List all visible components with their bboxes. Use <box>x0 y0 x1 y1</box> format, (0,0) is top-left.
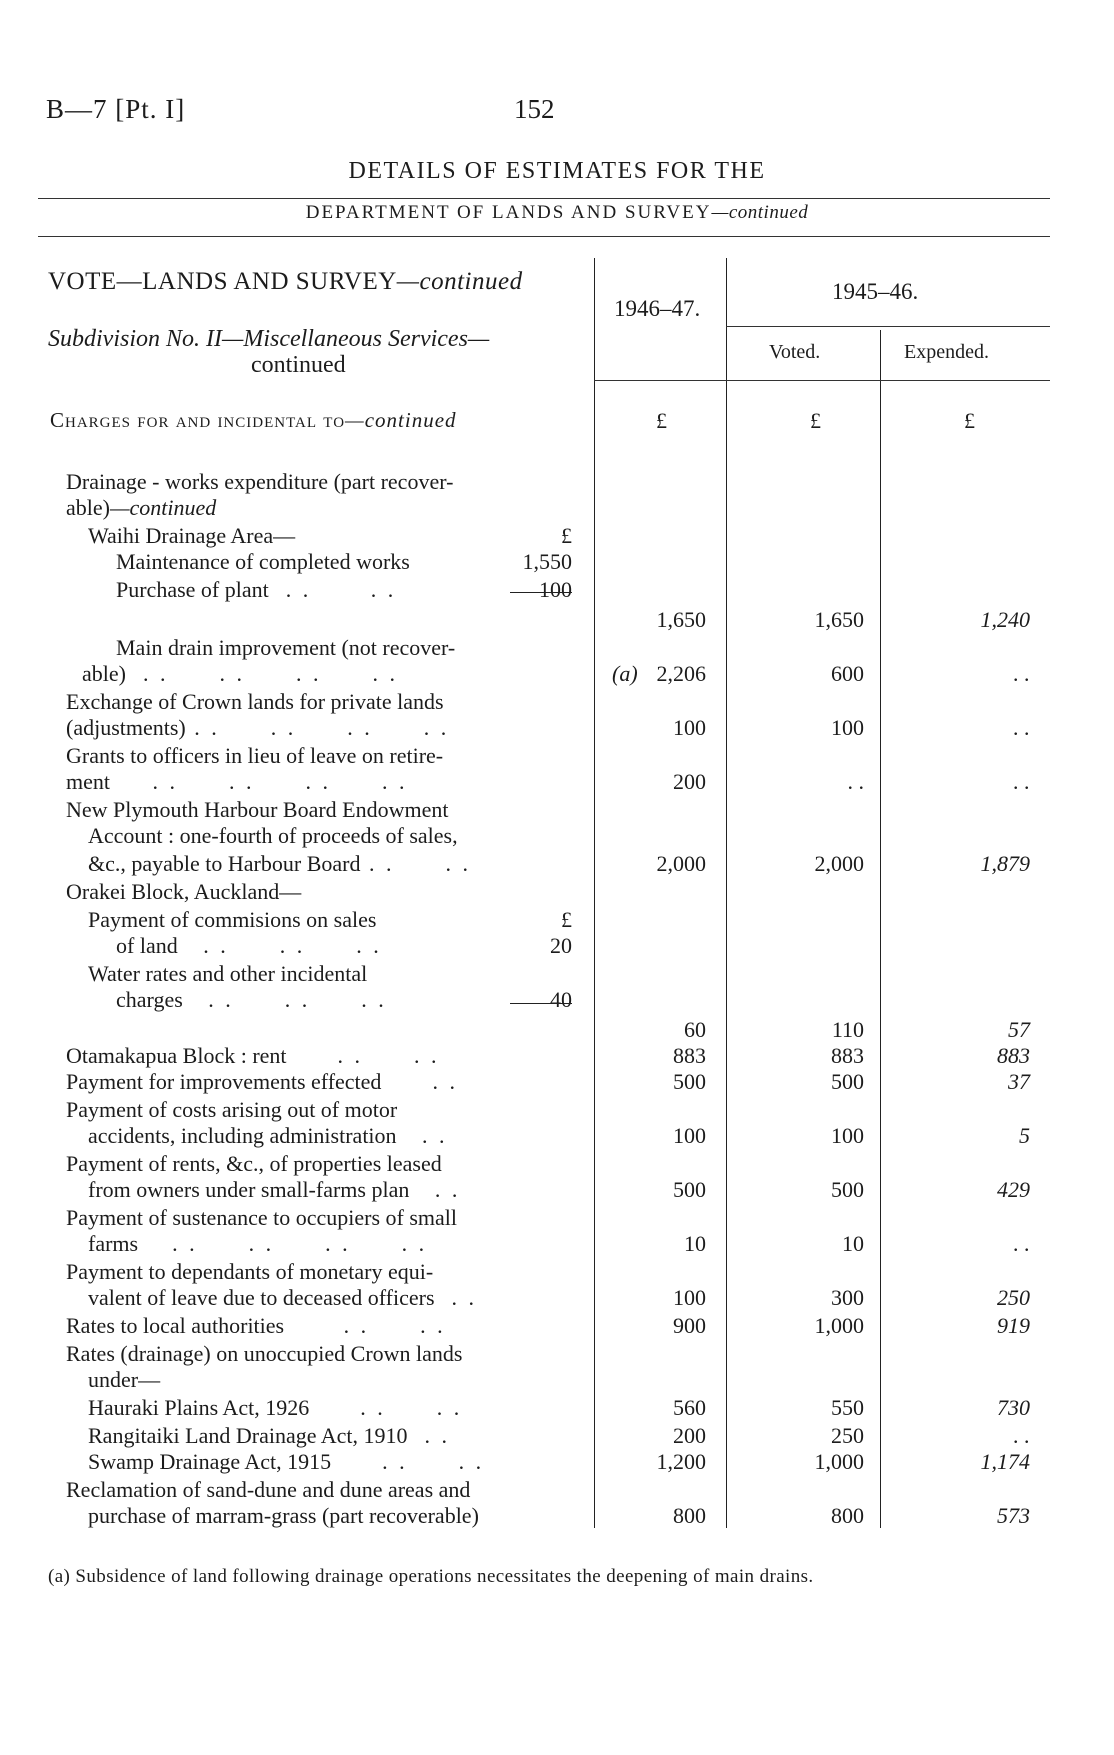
table-row <box>0 1284 1114 1312</box>
row-label-text: Rangitaiki Land Drainage Act, 1910 <box>88 1423 408 1448</box>
row-label-text: (adjustments) <box>66 715 186 740</box>
row-label <box>82 660 398 688</box>
amount-voted-1945-46: 883 <box>831 1043 864 1068</box>
leader-dots: . . . . . . . . <box>138 1231 428 1256</box>
table-row <box>0 1422 1114 1450</box>
row-label <box>88 1422 450 1450</box>
amount-expended-1945-46: 730 <box>997 1395 1030 1420</box>
column-voted: Voted. <box>769 341 821 363</box>
page-subtitle: DEPARTMENT OF LANDS AND SURVEY—continued <box>305 202 809 223</box>
amount-1946-47: 100 <box>673 1123 706 1148</box>
page-title: DETAILS OF ESTIMATES FOR THE <box>348 158 766 184</box>
table-row <box>0 986 1114 1014</box>
leader-dots: . . . . <box>284 1313 446 1338</box>
amount-voted-1945-46: 100 <box>831 715 864 740</box>
row-label-text: of land <box>116 933 178 958</box>
amount-expended-1945-46: 37 <box>1008 1069 1030 1094</box>
row-label-text: valent of leave due to deceased officers <box>88 1285 435 1310</box>
amount-1946-47: 1,650 <box>656 607 706 632</box>
row-label <box>66 768 408 796</box>
leader-dots: . . . . <box>360 851 471 876</box>
row-label <box>66 1150 442 1178</box>
rule-prev-year <box>726 326 1050 327</box>
amount-expended-1945-46: 919 <box>997 1313 1030 1338</box>
amount-1946-47: 883 <box>673 1043 706 1068</box>
subtotal-rule <box>510 592 572 593</box>
row-label-text: &c., payable to Harbour Board <box>88 851 361 876</box>
sub-amount: 20 <box>550 933 572 958</box>
amount-1946-47: 800 <box>673 1503 706 1528</box>
leader-dots: . . . . . . . . <box>110 769 408 794</box>
row-label <box>88 960 367 988</box>
row-label <box>88 1502 479 1530</box>
amount-expended-1945-46: 5 <box>1019 1123 1030 1148</box>
row-label-text: Payment to dependants of monetary equi- <box>66 1259 434 1284</box>
table-row <box>0 1122 1114 1150</box>
row-label <box>66 1340 463 1368</box>
row-label <box>66 494 216 522</box>
leader-dots: . . . . <box>309 1395 463 1420</box>
row-label <box>116 548 410 576</box>
row-label <box>66 1096 397 1124</box>
table-row <box>0 1340 1114 1368</box>
table-row <box>0 1176 1114 1204</box>
table-row <box>0 1502 1114 1530</box>
row-label-text: Purchase of plant <box>116 577 269 602</box>
table-row <box>0 688 1114 716</box>
row-label <box>88 1448 484 1476</box>
row-label <box>66 796 449 824</box>
leader-dots: . . <box>407 1423 451 1448</box>
subdivision-heading: Subdivision No. II—Miscellaneous Services— <box>48 326 490 352</box>
row-label-text: Hauraki Plains Act, 1926 <box>88 1395 310 1420</box>
row-label-text: from owners under small-farms plan <box>88 1177 410 1202</box>
row-label <box>116 986 387 1014</box>
row-label-text: Main drain improvement (not recover- <box>116 635 456 660</box>
amount-1946-47: 500 <box>673 1069 706 1094</box>
amount-expended-1945-46: 883 <box>997 1043 1030 1068</box>
table-row <box>0 548 1114 576</box>
row-label <box>66 1258 433 1286</box>
leader-dots: . . . . <box>286 1043 440 1068</box>
table-row <box>0 1476 1114 1504</box>
amount-expended-1945-46: 429 <box>997 1177 1030 1202</box>
subtotal-rule <box>510 1003 572 1004</box>
table-row <box>0 1068 1114 1096</box>
row-label-text: charges <box>116 987 183 1012</box>
row-label-text: Rates to local authorities <box>66 1313 285 1338</box>
page-number: 152 <box>514 94 555 124</box>
row-label-text: New Plymouth Harbour Board Endowment <box>66 797 449 822</box>
leader-dots: . . . . . . . . <box>125 661 398 686</box>
row-label-text: Payment of sustenance to occupiers of small <box>66 1205 458 1230</box>
leader-dots: . . . . <box>268 577 397 602</box>
amount-expended-1945-46: 573 <box>997 1503 1030 1528</box>
currency-col3: £ <box>964 408 975 433</box>
table-row <box>0 1042 1114 1070</box>
amount-voted-1945-46: 500 <box>831 1069 864 1094</box>
table-row <box>0 468 1114 496</box>
table-row <box>0 878 1114 906</box>
amount-1946-47: 900 <box>673 1313 706 1338</box>
row-label-text: Payment of rents, &c., of properties leased <box>66 1151 442 1176</box>
row-label-text: Orakei Block, Auckland— <box>66 879 302 904</box>
sub-amount: 1,550 <box>522 549 572 574</box>
row-label <box>66 1312 446 1340</box>
row-label <box>66 878 301 906</box>
row-label-text: Reclamation of sand-dune and dune areas and <box>66 1477 471 1502</box>
sub-amount: £ <box>561 907 572 932</box>
amount-1946-47: 200 <box>673 769 706 794</box>
row-label-text: Maintenance of completed works <box>116 549 410 574</box>
column-expended: Expended. <box>904 341 989 363</box>
amount-expended-1945-46: . . <box>1013 1231 1030 1256</box>
amount-voted-1945-46: 800 <box>831 1503 864 1528</box>
amount-voted-1945-46: 100 <box>831 1123 864 1148</box>
row-label-text: Drainage - works expenditure (part recover- <box>66 469 454 494</box>
rule-header <box>38 236 1050 237</box>
row-label-text: Payment for improvements effected <box>66 1069 382 1094</box>
table-row <box>0 1366 1114 1394</box>
rule-column-head <box>594 380 1050 381</box>
table-row <box>0 634 1114 662</box>
amount-expended-1945-46: . . <box>1013 715 1030 740</box>
sub-amount: 40 <box>550 987 572 1012</box>
amount-voted-1945-46: . . <box>847 769 864 794</box>
amount-expended-1945-46: 250 <box>997 1285 1030 1310</box>
table-row <box>0 606 1114 634</box>
row-label <box>88 1366 160 1394</box>
sub-amount: 100 <box>539 577 572 602</box>
table-row <box>0 522 1114 550</box>
amount-voted-1945-46: 300 <box>831 1285 864 1310</box>
table-row <box>0 576 1114 604</box>
row-label-text: Rates (drainage) on unoccupied Crown lands <box>66 1341 463 1366</box>
amount-1946-47: 10 <box>684 1231 706 1256</box>
amount-voted-1945-46: 10 <box>842 1231 864 1256</box>
currency-col2: £ <box>810 408 821 433</box>
row-label <box>88 1122 448 1150</box>
row-label <box>88 1394 462 1422</box>
row-label <box>88 522 295 550</box>
table-row <box>0 660 1114 688</box>
row-label <box>88 906 376 934</box>
row-label-text: under— <box>88 1367 161 1392</box>
row-label-text: Payment of commisions on sales <box>88 907 377 932</box>
table-row <box>0 850 1114 878</box>
leader-dots: . . . . . . <box>182 987 387 1012</box>
row-label <box>66 1476 470 1504</box>
row-label <box>116 576 396 604</box>
row-label <box>66 1204 457 1232</box>
table-row <box>0 1096 1114 1124</box>
amount-expended-1945-46: 57 <box>1008 1017 1030 1042</box>
row-label <box>66 688 444 716</box>
sub-amount: £ <box>561 523 572 548</box>
table-row <box>0 906 1114 934</box>
table-row <box>0 960 1114 988</box>
amount-expended-1945-46: 1,240 <box>980 607 1030 632</box>
row-label-text: able) <box>66 495 110 520</box>
leader-dots: . . . . <box>331 1449 485 1474</box>
row-label-text: Exchange of Crown lands for private lands <box>66 689 444 714</box>
table-row <box>0 714 1114 742</box>
row-label-text: accidents, including administration <box>88 1123 397 1148</box>
amount-voted-1945-46: 500 <box>831 1177 864 1202</box>
row-label <box>88 822 458 850</box>
amount-1946-47: 560 <box>673 1395 706 1420</box>
table-row <box>0 1016 1114 1044</box>
row-label-text: Grants to officers in lieu of leave on retire- <box>66 743 444 768</box>
row-label <box>66 1042 440 1070</box>
amount-voted-1945-46: 1,000 <box>814 1313 864 1338</box>
row-label-text: Water rates and other incidental <box>88 961 368 986</box>
row-label <box>88 850 471 878</box>
leader-dots: . . . . . . . . <box>185 715 450 740</box>
amount-expended-1945-46: . . <box>1013 1423 1030 1448</box>
table-row <box>0 1312 1114 1340</box>
row-label <box>116 932 382 960</box>
row-label-text: able) <box>82 661 126 686</box>
amount-1946-47: 2,000 <box>656 851 706 876</box>
table-row <box>0 768 1114 796</box>
row-label-text: Account : one-fourth of proceeds of sales, <box>88 823 458 848</box>
amount-expended-1945-46: . . <box>1013 769 1030 794</box>
amount-1946-47: 500 <box>673 1177 706 1202</box>
table-row <box>0 1448 1114 1476</box>
rule-top <box>38 198 1050 199</box>
currency-col1: £ <box>656 408 667 433</box>
row-label <box>66 714 449 742</box>
row-label-text: ment <box>66 769 110 794</box>
charges-heading: Charges for and incidental to—continued <box>50 408 457 432</box>
table-row <box>0 1204 1114 1232</box>
row-label-text: purchase of marram-grass (part recoverable) <box>88 1503 479 1528</box>
vote-heading: VOTE—LANDS AND SURVEY—continued <box>48 268 523 295</box>
table-row <box>0 932 1114 960</box>
leader-dots: . . <box>409 1177 461 1202</box>
table-row <box>0 742 1114 770</box>
leader-dots: . . <box>396 1123 448 1148</box>
amount-1946-47: 2,206 <box>656 661 706 686</box>
amount-expended-1945-46: . . <box>1013 661 1030 686</box>
table-row <box>0 1230 1114 1258</box>
row-label <box>66 468 453 496</box>
amount-1946-47: 100 <box>673 715 706 740</box>
row-label <box>88 1230 427 1258</box>
row-label <box>116 634 455 662</box>
row-label-text: Swamp Drainage Act, 1915 <box>88 1449 332 1474</box>
row-label-text: Otamakapua Block : rent <box>66 1043 287 1068</box>
amount-1946-47: 1,200 <box>656 1449 706 1474</box>
amount-expended-1945-46: 1,174 <box>980 1449 1030 1474</box>
leader-dots: . . . . . . <box>177 933 382 958</box>
amount-voted-1945-46: 110 <box>831 1017 864 1042</box>
subdivision-continued: continued <box>251 352 346 378</box>
row-label <box>66 742 443 770</box>
leader-dots: . . <box>434 1285 478 1310</box>
amount-1946-47: 200 <box>673 1423 706 1448</box>
row-label <box>88 1176 460 1204</box>
amount-voted-1945-46: 600 <box>831 661 864 686</box>
table-row <box>0 1150 1114 1178</box>
table-row <box>0 1258 1114 1286</box>
amount-expended-1945-46: 1,879 <box>980 851 1030 876</box>
amount-voted-1945-46: 250 <box>831 1423 864 1448</box>
row-label <box>66 1068 458 1096</box>
column-prev-year: 1945–46. <box>832 279 919 304</box>
footnote-marker: (a) <box>612 661 638 686</box>
row-label-continued: —continued <box>109 495 217 520</box>
amount-1946-47: 100 <box>673 1285 706 1310</box>
table-row <box>0 494 1114 522</box>
row-label <box>88 1284 477 1312</box>
row-label-text: Waihi Drainage Area— <box>88 523 296 548</box>
table-row <box>0 1394 1114 1422</box>
amount-voted-1945-46: 1,000 <box>814 1449 864 1474</box>
amount-voted-1945-46: 1,650 <box>814 607 864 632</box>
leader-dots: . . <box>381 1069 458 1094</box>
row-label-text: farms <box>88 1231 139 1256</box>
footnote: (a) Subsidence of land following drainage operations necessitates the deepening of main drains. <box>48 1566 814 1587</box>
row-label-text: Payment of costs arising out of motor <box>66 1097 398 1122</box>
document-reference: B—7 [Pt. I] <box>46 94 186 124</box>
table-row <box>0 796 1114 824</box>
table-row <box>0 822 1114 850</box>
amount-voted-1945-46: 550 <box>831 1395 864 1420</box>
amount-voted-1945-46: 2,000 <box>814 851 864 876</box>
column-year: 1946–47. <box>614 296 701 321</box>
amount-1946-47: 60 <box>684 1017 706 1042</box>
